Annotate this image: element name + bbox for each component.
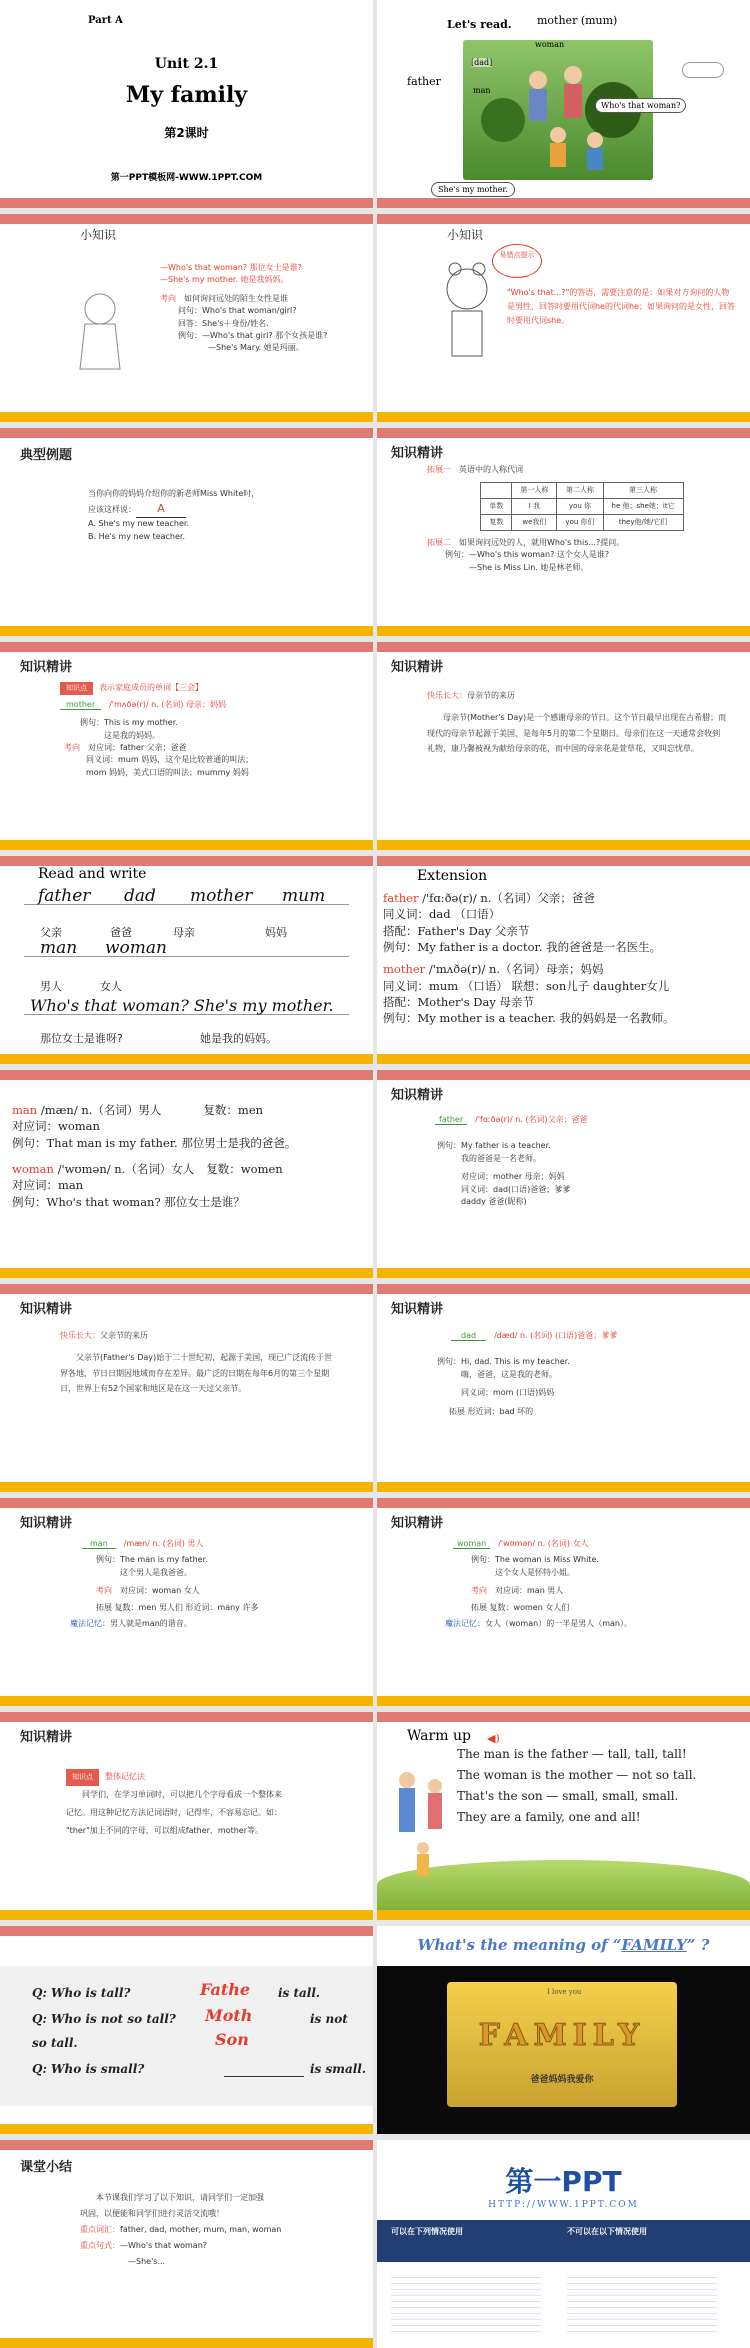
memory-label: 魔法记忆：: [445, 1618, 485, 1628]
ext-line: 例句：That man is my father. 那位男士是我的爸爸。: [12, 1135, 297, 1150]
bottom-band: [377, 1910, 750, 1920]
method-line: 同学们，在学习单词时，可以把几个字母看成一个整体来: [82, 1790, 282, 1800]
ext-line: 同义词：dad （口语）: [383, 907, 501, 922]
script-sentence: Who's that woman? She's my mother.: [30, 996, 334, 1015]
ext-text: 如果询问远处的人，就用Who's this...?提问。: [459, 537, 625, 547]
slide-read-write: [0, 856, 373, 1064]
slide-dad: [377, 1284, 750, 1492]
story-text: 父亲节(Father's Day)始于二十世纪初，起源于美国，现已广泛流传于世界各地，节日日期因地域而存在差异。最广泛的日期在每年6月的第三个星期日，世界上有52个国家和地区是在这一天过父亲节。: [60, 1353, 333, 1393]
question-line: 应该这样说：: [88, 505, 136, 515]
summary-line: 巩固，以便能和同学们进行灵活交流哦！: [80, 2209, 224, 2218]
headword-def: /'fɑːðə(r)/ n.（名词）父亲；爸爸: [418, 891, 595, 905]
top-band: [377, 1284, 750, 1294]
caption-bubble: She's my mother.: [431, 182, 515, 197]
top-band: [0, 1284, 373, 1294]
note-line: 例句：—Who's that girl? 那个女孩是谁?: [178, 330, 328, 340]
key-label: 重点词汇：: [80, 2225, 120, 2234]
top-band: [0, 1712, 373, 1722]
topic: 母亲节的来历: [467, 691, 515, 700]
example-line: 例句：The woman is Miss White.: [471, 1555, 599, 1565]
example-line: 例句：Hi, dad. This is my teacher.: [437, 1357, 570, 1367]
bottom-band: [377, 1482, 750, 1492]
bottom-band: [377, 840, 750, 850]
answer: Moth: [205, 2006, 253, 2025]
bottom-band: [0, 412, 373, 422]
ext-line: 同义词：mum （口语） 联想：son儿子 daughter女儿: [383, 978, 670, 993]
plural-label: 复数：women: [206, 1161, 283, 1176]
example-line: 例句：—Who's this woman? 这个女人是谁?: [445, 550, 610, 560]
note-line: 对应词：woman 女人: [120, 1586, 200, 1596]
cloud-icon: [682, 62, 724, 78]
table-header: 第一人称: [512, 483, 557, 499]
top-band: [0, 856, 373, 866]
bottom-band: [0, 1910, 373, 1920]
note-line: 同义词：mom (口语)妈妈: [461, 1388, 555, 1398]
section-header: 知识精讲: [20, 1516, 73, 1531]
word-def: /dæd/ n. (名词) (口语)爸爸；爹爹: [494, 1331, 618, 1340]
example-line: 这个男人是我爸爸。: [120, 1567, 192, 1577]
chinese-word: 父亲: [40, 926, 62, 939]
headword-def: /mæn/ n.（名词）男人: [37, 1103, 162, 1117]
table-header: 第三人称: [603, 483, 683, 499]
table-cell: he 他；she她；it它: [603, 499, 683, 515]
chinese-word: 女人: [100, 980, 122, 993]
section-header: 知识精讲: [391, 1302, 444, 1317]
page-title: My family: [125, 82, 248, 108]
chinese-word: 爸爸: [110, 926, 132, 939]
dad-label: [dad]: [471, 58, 493, 67]
dialog-line-2: —She's my mother. 她是我妈妈。: [160, 275, 289, 285]
note-line: 对应词：father 父亲；爸爸: [88, 743, 187, 753]
memory-text: 女人（woman）的一半是男人（man）。: [485, 1618, 632, 1628]
example-line: 例句：My father is a teacher.: [437, 1141, 551, 1151]
question: so tall.: [32, 2036, 78, 2050]
headword: man: [12, 1103, 38, 1117]
top-band: [0, 1070, 373, 1080]
headword: father: [383, 891, 419, 905]
word-def: /mæn/ n. (名词) 男人: [123, 1539, 204, 1548]
family-banner: [447, 1982, 677, 2107]
table-header: [481, 483, 512, 499]
question-tail: is tall.: [278, 1986, 321, 2000]
summary-line: 本节课我们学习了以下知识，请同学们一定加强: [96, 2193, 264, 2202]
speaker-icon[interactable]: ◀): [487, 1732, 500, 1745]
section-header: 知识精讲: [391, 446, 444, 461]
topic: 父亲节的来历: [100, 1331, 148, 1340]
slide-family-meaning: [377, 1926, 750, 2134]
word-def: /'wʊmən/ n. (名词) 女人: [498, 1539, 589, 1548]
word-label: father: [435, 1115, 467, 1125]
top-band: [377, 642, 750, 652]
example-line: 我的爸爸是一名老师。: [461, 1153, 541, 1163]
top-band: [0, 214, 373, 224]
question-end: ” ?: [686, 1936, 710, 1954]
rhyme-line: The woman is the mother — not so tall.: [457, 1768, 697, 1782]
bottom-band: [0, 1268, 373, 1278]
slide-ppt-ad: [377, 2140, 750, 2348]
script-word: father: [38, 886, 91, 906]
story-text: 母亲节(Mother's Day)是一个感谢母亲的节日。这个节日最早出现在古希腊；而现代的母亲节起源于美国，是每年5月的第二个星期日。母亲们在这一天通常会收到礼物，康乃馨被视为献给母亲的花，而中国的母亲花是萱草花，又叫忘忧草。: [427, 713, 727, 753]
word-label: mother: [60, 700, 101, 710]
tag-label: 知识点: [60, 682, 93, 695]
word-label: woman: [453, 1539, 490, 1549]
headword-def: /'wʊmən/ n.（名词）女人: [53, 1161, 195, 1176]
slide-heading: Read and write: [38, 866, 147, 882]
bottom-band: [0, 840, 373, 850]
method-line: "ther"加上不同的字母，可以组成father、mother等。: [66, 1825, 264, 1835]
lesson-label: 第2课时: [164, 126, 209, 140]
note-line: 对应词：man 男人: [495, 1586, 564, 1596]
section-header: 知识精讲: [20, 1730, 73, 1745]
kao-label: 考向: [160, 293, 176, 303]
note-line: daddy 爸爸(昵称): [461, 1196, 527, 1206]
bottom-band: [377, 626, 750, 636]
section-header: 知识精讲: [20, 660, 73, 675]
question: Q: Who is small?: [32, 2062, 145, 2076]
slide-questions: [0, 1926, 373, 2134]
question-tail: is not: [310, 2012, 348, 2026]
footer-text: 第一PPT模板网-WWW.1PPT.COM: [110, 173, 263, 183]
mother-label: mother (mum): [537, 14, 618, 27]
slide-heading: Warm up: [407, 1728, 471, 1744]
example-line: 嗨，爸爸，这是我的老师。: [461, 1369, 557, 1379]
slide-memory-method: [0, 1712, 373, 1920]
note-line: 同义词：dad(口语)爸爸；爹爹: [461, 1184, 571, 1194]
note-line: 拓展 形近词：bad 坏的: [449, 1406, 534, 1416]
kao-label: 考向: [96, 1586, 112, 1596]
slide-man: [0, 1498, 373, 1706]
word-def: /'mʌðə(r)/ n. (名词) 母亲；妈妈: [109, 699, 227, 709]
ext-line: 搭配：Father's Day 父亲节: [383, 923, 530, 938]
note-line: 回答：She's＋身份/姓名.: [178, 318, 269, 328]
pronoun-table: [480, 482, 683, 531]
script-word: dad: [124, 886, 156, 906]
question: Q: Who is not so tall?: [32, 2012, 176, 2026]
bottom-band: [0, 1054, 373, 1064]
forbidden-title: 不可以在以下情况使用: [567, 2227, 647, 2236]
tip-text: "Who's that...?"的答语，需要注意的是：如果对方询问的人物是男性，回答时要用代词he的代词he；如果询问的是女性，回答时要用代词she。: [507, 288, 735, 325]
link-list-left: [391, 2272, 541, 2332]
question-line: 当你向你的妈妈介绍你的新老师Miss White时，: [88, 489, 260, 498]
girl-sketch: [70, 284, 130, 374]
table-cell: you 你们: [557, 515, 603, 531]
banner-subtitle: 爸爸妈妈我爱你: [530, 2075, 594, 2085]
bottom-band: [377, 1696, 750, 1706]
note-line: —She's Mary. 她是玛丽。: [208, 343, 304, 353]
table-cell: you 你: [557, 499, 603, 515]
ext-line: 例句：Who's that woman? 那位女士是谁？: [12, 1194, 245, 1209]
option-a: A. She's my new teacher.: [88, 519, 189, 529]
bottom-band: [0, 198, 373, 208]
section-header: 典型例题: [20, 448, 73, 463]
topic: 表示家庭成员的单词【三会】: [99, 683, 203, 692]
word-label: man: [82, 1539, 116, 1549]
top-band: [377, 856, 750, 866]
key-label: 重点句式：: [80, 2241, 120, 2250]
example-line: —She is Miss Lin. 她是林老师。: [469, 562, 589, 572]
ext-label: 拓展一: [427, 465, 451, 474]
slide-woman: [377, 1498, 750, 1706]
tag-label: 快乐长大：: [60, 1331, 100, 1340]
info-band: [377, 2220, 750, 2262]
rhyme-line: That's the son — small, small, small.: [457, 1789, 679, 1803]
ext-line: 对应词：man: [12, 1178, 84, 1193]
section-header: 知识精讲: [20, 1302, 73, 1317]
headword: woman: [12, 1161, 54, 1176]
tip-bubble: 易错点提示: [492, 244, 542, 278]
bottom-band: [0, 626, 373, 636]
rhyme-line: The man is the father — tall, tall, tall!: [457, 1747, 687, 1761]
top-band: [377, 1070, 750, 1080]
section-header: 小知识: [447, 228, 484, 242]
unit-label: Unit 2.1: [154, 56, 219, 72]
slide-example: [0, 428, 373, 636]
tag-label: 知识点: [66, 1769, 99, 1786]
chinese-sentence: 那位女士是谁呀?: [40, 1032, 123, 1045]
slide-fathers-day: [0, 1284, 373, 1492]
allowed-title: 可以在下列情况使用: [391, 2227, 463, 2236]
banner-note: I love you: [547, 1988, 582, 1996]
note-line: 拓展 复数：women 女人们: [471, 1602, 570, 1612]
dialog-line-1: —Who's that woman? 那位女士是谁?: [160, 263, 302, 272]
script-word: mum: [282, 886, 326, 906]
top-band: [377, 214, 750, 224]
slide-knowledge-1: [0, 214, 373, 422]
note-line: 如何询问远处的陌生女性是谁: [184, 293, 288, 303]
top-band: [0, 642, 373, 652]
slide-summary: [0, 2140, 373, 2348]
top-band: [0, 1498, 373, 1508]
top-band: [0, 1926, 373, 1936]
section-header: 课堂小结: [20, 2160, 73, 2175]
tag-label: 快乐长大：: [427, 691, 467, 700]
example-line: 这是我的妈妈。: [104, 730, 160, 740]
section-header: 知识精讲: [391, 660, 444, 675]
top-band: [377, 1712, 750, 1722]
script-word: mother: [190, 886, 253, 906]
ext-line: 例句：My father is a doctor. 我的爸爸是一名医生。: [383, 939, 662, 954]
plural-label: 复数：men: [203, 1103, 264, 1117]
question-tail: is small.: [310, 2062, 367, 2076]
bottom-band: [0, 2338, 373, 2348]
table-cell: they他/她/它们: [603, 515, 683, 531]
father-label: father: [407, 75, 441, 88]
slide-pronouns: [377, 428, 750, 636]
ext-line: 对应词：woman: [12, 1119, 100, 1134]
top-band: [0, 2140, 373, 2150]
slide-warm-up: [377, 1712, 750, 1920]
bottom-band: [377, 198, 750, 208]
memory-label: 魔法记忆：: [70, 1618, 110, 1628]
option-b: B. He's my new teacher.: [88, 531, 186, 541]
question: Q: Who is tall?: [32, 1986, 131, 2000]
script-word: man: [40, 938, 78, 958]
answer: Son: [215, 2030, 249, 2049]
example-line: 例句：The man is my father.: [96, 1555, 208, 1565]
slide-mothers-day: [377, 642, 750, 850]
bottom-band: [0, 1482, 373, 1492]
ext-line: 例句：My mother is a teacher. 我的妈妈是一名教师。: [383, 1011, 675, 1026]
chinese-word: 男人: [40, 980, 62, 993]
answer: A: [136, 500, 186, 518]
kao-label: 考向: [64, 743, 80, 753]
slide-mother: [0, 642, 373, 850]
note-line: 对应词：mother 母亲；妈妈: [461, 1172, 565, 1182]
note-line: 拓展 复数：men 男人们 形近词：many 许多: [96, 1602, 259, 1612]
slide-man-woman: [0, 1070, 373, 1278]
slide-knowledge-2: [377, 214, 750, 422]
link-list-right: [567, 2272, 717, 2332]
ext-label: 拓展二: [427, 537, 451, 547]
family-cartoon: [387, 1762, 457, 1902]
section-header: 知识精讲: [391, 1516, 444, 1531]
table-header: 第二人称: [557, 483, 603, 499]
man-label: man: [473, 86, 491, 95]
slide-extension: [377, 856, 750, 1064]
child-cartoon: [432, 259, 502, 389]
bottom-band: [0, 2124, 373, 2134]
memory-text: 男人就是man的谐音。: [110, 1618, 192, 1628]
chinese-sentence: 她是我的妈妈。: [200, 1032, 277, 1045]
question-title: What's the meaning of “: [417, 1936, 622, 1954]
table-cell: I 我: [512, 499, 557, 515]
note-line: mom 妈妈，美式口语的叫法；mummy 妈妈: [86, 767, 249, 777]
section-header: 知识精讲: [391, 1088, 444, 1103]
example-line: 例句：This is my mother.: [80, 718, 178, 728]
example-line: 这个女人是怀特小姐。: [495, 1567, 575, 1577]
headword: mother: [383, 962, 426, 977]
bottom-band: [377, 1054, 750, 1064]
key-value: —Who's that woman?: [120, 2241, 208, 2250]
slide-lets-read: [377, 0, 750, 208]
top-band: [377, 428, 750, 438]
answer: Fathe: [200, 1980, 251, 1999]
speech-bubble: Who's that woman?: [595, 98, 686, 113]
key-value: —She's...: [128, 2257, 166, 2266]
answer-blank: [224, 2076, 304, 2077]
word-label: dad: [451, 1331, 486, 1341]
top-band: [0, 428, 373, 438]
section-header: 小知识: [80, 228, 117, 242]
chinese-word: 母亲: [173, 926, 195, 939]
word-def: /'fɑːðə(r)/ n. (名词)父亲；爸爸: [475, 1115, 588, 1124]
headword-def: /'mʌðə(r)/ n.（名词）母亲；妈妈: [425, 962, 604, 977]
ext-text: 英语中的人称代词: [459, 465, 523, 474]
rhyme-line: They are a family, one and all!: [457, 1810, 641, 1824]
slide-father: [377, 1070, 750, 1278]
note-line: 问句：Who's that woman/girl?: [178, 306, 297, 316]
part-label: Part A: [88, 15, 123, 26]
bottom-band: [0, 1696, 373, 1706]
top-band: [377, 1498, 750, 1508]
kao-label: 考向: [471, 1586, 487, 1596]
family-word: FAMILY: [621, 1936, 687, 1954]
key-value: father, dad, mother, mum, man, woman: [120, 2225, 282, 2234]
family-letters: FAMILY: [478, 2018, 646, 2053]
chinese-word: 妈妈: [265, 926, 287, 939]
note-line: 同义词：mum 妈妈，这个是比较普通的叫法；: [86, 755, 254, 765]
topic: 整体记忆法: [105, 1772, 145, 1781]
ppt-logo: 第一PPT: [505, 2165, 622, 2198]
ppt-url[interactable]: HTTP://WWW.1PPT.COM: [488, 2200, 639, 2210]
ext-line: 搭配：Mother's Day 母亲节: [383, 994, 534, 1009]
woman-label: woman: [535, 40, 565, 49]
table-cell: we我们: [512, 515, 557, 531]
slide-heading: Extension: [417, 868, 488, 884]
script-word: woman: [105, 938, 167, 958]
table-cell: 复数: [481, 515, 512, 531]
slide-heading: Let's read.: [447, 18, 512, 31]
table-cell: 单数: [481, 499, 512, 515]
slide-title: [0, 0, 373, 208]
method-line: 记忆。用这种记忆方法记词语时，记得牢，不容易忘记。如：: [66, 1807, 282, 1817]
bottom-band: [377, 412, 750, 422]
bottom-band: [377, 1268, 750, 1278]
